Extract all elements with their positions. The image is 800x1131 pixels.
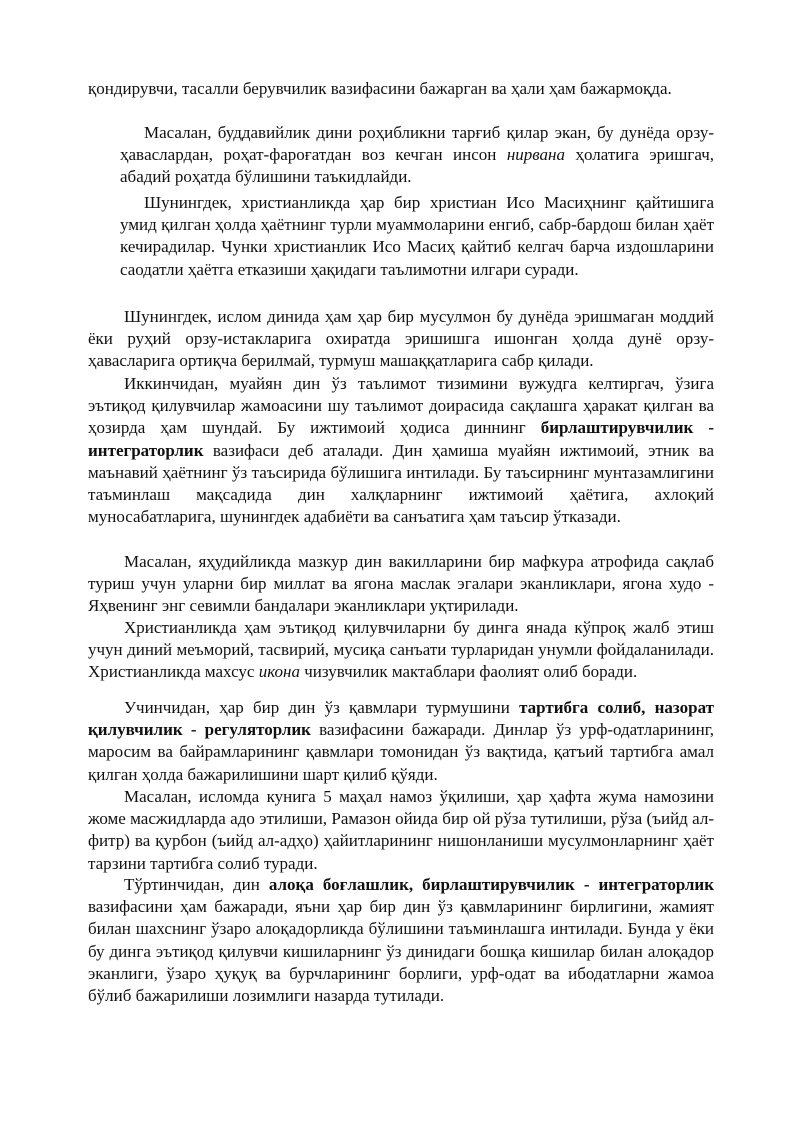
- text-run: Иккинчидан, муайян дин ўз таълимот тизимини вужудга келтиргач, ўзига эътиқод қилувчилар жамоасини шу таълимот доирасида сақлашга ҳаракат қилган ва ҳозирда ҳам шундай. Бу ижтимоий ҳодиса диннинг: [88, 374, 714, 438]
- italic-term: нирвана: [506, 145, 565, 165]
- paragraph: [88, 373, 714, 528]
- text-run: Масалан, исломда кунига 5 маҳал намоз ўқилиши, ҳар ҳафта жума намозини жоме масжидларда адо этилиши, Рамазон ойида бир ой рўза тутилиши, рўза (ъийд ал-фитр) ва қурбон (ъийд ал-адҳо) ҳайитларининг нишонланиши мусулмонларнинг ҳаёт тарзини тартибга солиб туради.: [88, 787, 714, 873]
- text-run: вазифасини бажаради. Динлар ўз урф-одатларининг, маросим ва байрамларининг қавмлари томонидан ўз вақтида, қатъий тартибга амал қилган ҳолда бажарилишини шарт қилиб қўяди.: [88, 720, 714, 784]
- text-run: ҳолатига эришгач, абадий роҳатда бўлишини таъкидлайди.: [120, 145, 714, 187]
- bold-term: алоқа боғлашлик, бирлаштирувчилик - интеграторлик: [268, 875, 715, 894]
- paragraph: [88, 617, 714, 684]
- paragraph: [88, 786, 714, 875]
- text-run: Тўртинчидан, дин: [124, 875, 269, 894]
- bold-term: тартибга солиб, назорат қилувчилик - регуляторлик: [88, 698, 715, 740]
- paragraph: [88, 306, 714, 373]
- paragraph: [88, 78, 714, 100]
- italic-term: икона: [258, 662, 300, 682]
- text-run: Учинчидан, ҳар бир дин ўз қавмлари турмушини: [124, 698, 520, 717]
- text-run: вазифаси деб аталади. Дин ҳамиша муайян ижтимоий, этник ва маънавий ҳаётнинг ўз таъсирида бўлишига интилади. Бу таъсирнинг мунтазамлигини таъминлаш мақсадида дин халқларнинг ижтимоий ҳаётига, ахлоқий муносабатларига, шунингдек адабиёти ва санъатига ҳам таъсир ўтказади.: [88, 440, 714, 527]
- text-run: Шунингдек, христианликда ҳар бир христиан Исо Масиҳнинг қайтишига умид қилган ҳолда ҳаётнинг турли муаммоларини енгиб, сабр-бардош билан ҳаёт кечирадилар. Чунки христианлик Исо Масиҳ қайтиб келгач барча издошларини саодатли ҳаётга етказиши ҳақидаги таълимотни илгари суради.: [120, 193, 714, 279]
- text-run: қондирувчи, тасалли берувчилик вазифасини бажарган ва ҳали ҳам бажармоқда.: [88, 79, 672, 98]
- text-run: Шунингдек, ислом динида ҳам ҳар бир мусулмон бу дунёда эришмаган моддий ёки руҳий орзу-истакларига охиратда эришишга ишонган ҳолда дунё орзу-ҳавасларига ортиқча берилмай, турмуш машаққатларига сабр қилади.: [88, 307, 714, 371]
- paragraph: [120, 192, 714, 281]
- text-run: вазифасини ҳам бажаради, яъни ҳар бир дин ўз қавмларининг бирлигини, жамият билан шахснинг ўзаро алоқадорликда бўлишини таъминлашга интилади. Бунда у ёки бу динга эътиқод қилувчи кишиларнинг ўз динидаги бошқа кишилар билан алоқадор эканлиги, ўзаро ҳуқуқ ва бурчларининг борлиги, урф-одат ва ибодатларни жамоа бўлиб бажарилиши лозимлиги назарда тутилади.: [88, 897, 714, 1006]
- text-run: Масалан, буддавийлик дини роҳибликни тарғиб қилар экан, бу дунёда орзу-ҳавaслардан, роҳат-фароғатдан воз кечган инсон: [120, 123, 714, 165]
- text-run: чизувчилик мактаблари фаолият олиб боради.: [299, 662, 638, 682]
- paragraph: [88, 697, 714, 786]
- bold-term: бирлаштирувчилик - интеграторлик: [88, 418, 714, 460]
- paragraph: [120, 122, 714, 189]
- text-run: Масалан, яҳудийликда мазкур дин вакилларини бир мафкура атрофида сақлаб туриш учун уларни бир миллат ва ягона маслак эгалари эканликлари, ягона худо - Яҳвенинг энг севимли бандалари эканликлари уқтирилади.: [88, 552, 714, 616]
- text-run: Христианликда ҳам эътиқод қилувчиларни бу динга янада кўпроқ жалб этиш учун диний меъморий, тасвирий, мусиқа санъати турларидан унумли фойдаланилади. Христианликда махсус: [88, 618, 714, 682]
- paragraph: [88, 874, 714, 1007]
- paragraph: [88, 551, 714, 618]
